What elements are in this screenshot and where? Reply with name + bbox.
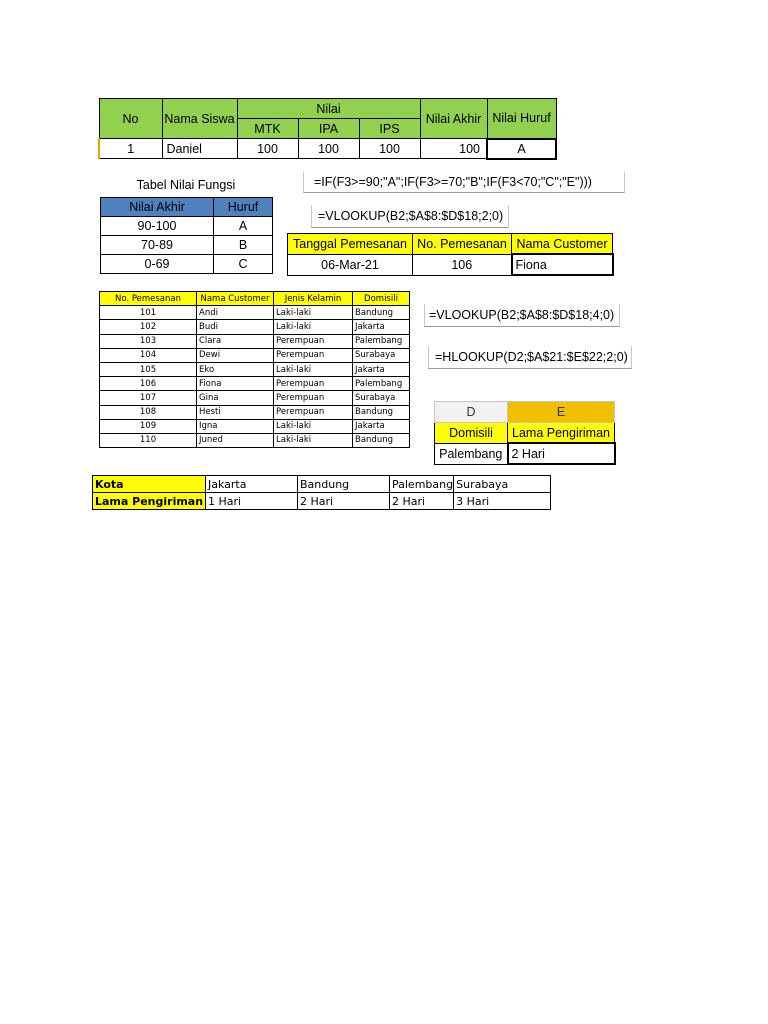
cell-jenis-kelamin[interactable]: Laki-laki [274, 419, 353, 433]
cell-no-pemesanan[interactable]: 106 [413, 254, 512, 275]
table-row [93, 476, 551, 493]
cell-domisili[interactable]: Bandung [353, 306, 410, 320]
cell-jenis-kelamin[interactable]: Perempuan [274, 405, 353, 419]
table-row [101, 255, 273, 274]
cell-jenis-kelamin[interactable]: Laki-laki [274, 433, 353, 447]
hlookup-formula: =HLOOKUP(D2;$A$21:$E$22;2;0) [428, 346, 632, 369]
table-row [100, 419, 410, 433]
header-domisili: Domisili [435, 423, 508, 444]
cell-kota[interactable]: Surabaya [454, 476, 551, 493]
grade-cell[interactable]: A [214, 217, 273, 236]
cell-kota[interactable]: Palembang [390, 476, 454, 493]
cell-nama[interactable]: Hesti [197, 405, 274, 419]
cell-no[interactable]: 101 [100, 306, 197, 320]
cell-kota[interactable]: Bandung [298, 476, 390, 493]
tabel-nilai-fungsi [100, 197, 273, 274]
cell-nama[interactable]: Andi [197, 306, 274, 320]
cell-lama[interactable]: 2 Hari [298, 493, 390, 510]
cell-nilai-huruf[interactable]: A [487, 139, 556, 159]
table-row [99, 139, 556, 159]
header-lama-pengiriman: Lama Pengiriman [93, 493, 206, 510]
cell-kota[interactable]: Jakarta [206, 476, 298, 493]
header-nilai: Nilai [237, 99, 420, 119]
header-nama-customer: Nama Customer [512, 234, 613, 255]
cell-lama[interactable]: 3 Hari [454, 493, 551, 510]
header-jenis-kelamin: Jenis Kelamin [274, 292, 353, 306]
range-cell[interactable]: 70-89 [101, 236, 214, 255]
table-row [100, 320, 410, 334]
range-cell[interactable]: 90-100 [101, 217, 214, 236]
cell-jenis-kelamin[interactable]: Perempuan [274, 334, 353, 348]
header-ips: IPS [359, 119, 420, 139]
cell-nama[interactable]: Eko [197, 362, 274, 376]
cell-ipa[interactable]: 100 [298, 139, 359, 159]
cell-no[interactable]: 109 [100, 419, 197, 433]
cell-mtk[interactable]: 100 [237, 139, 298, 159]
header-nama-siswa: Nama Siswa [162, 99, 237, 139]
range-cell[interactable]: 0-69 [101, 255, 214, 274]
cell-no[interactable]: 106 [100, 377, 197, 391]
table-row [93, 493, 551, 510]
customer-table [99, 291, 410, 448]
cell-no[interactable]: 110 [100, 433, 197, 447]
cell-lama[interactable]: 2 Hari [390, 493, 454, 510]
cell-no[interactable]: 105 [100, 362, 197, 376]
cell-domisili[interactable]: Surabaya [353, 348, 410, 362]
table-row [100, 433, 410, 447]
cell-domisili[interactable]: Jakarta [353, 419, 410, 433]
table-row [100, 306, 410, 320]
if-formula: =IF(F3>=90;"A";IF(F3>=70;"B";IF(F3<70;"C";"E"))) [303, 172, 625, 193]
table-row [288, 254, 613, 275]
table-row [101, 217, 273, 236]
table-row [435, 443, 615, 464]
cell-no[interactable]: 107 [100, 391, 197, 405]
header-no: No [99, 99, 162, 139]
cell-nama-customer[interactable]: Fiona [512, 254, 613, 275]
cell-nama[interactable]: Igna [197, 419, 274, 433]
kota-table [92, 475, 551, 510]
header-mtk: MTK [237, 119, 298, 139]
header-nama-customer: Nama Customer [197, 292, 274, 306]
grade-cell[interactable]: C [214, 255, 273, 274]
table-row [101, 236, 273, 255]
cell-no[interactable]: 104 [100, 348, 197, 362]
cell-nama[interactable]: Dewi [197, 348, 274, 362]
cell-no[interactable]: 1 [99, 139, 162, 159]
cell-domisili[interactable]: Jakarta [353, 320, 410, 334]
header-tanggal-pemesanan: Tanggal Pemesanan [288, 234, 413, 255]
cell-domisili[interactable]: Bandung [353, 405, 410, 419]
tabel-nilai-fungsi-caption: Tabel Nilai Fungsi [136, 178, 236, 192]
header-lama-pengiriman: Lama Pengiriman [508, 423, 615, 444]
cell-domisili[interactable]: Palembang [435, 443, 508, 464]
cell-tanggal[interactable]: 06-Mar-21 [288, 254, 413, 275]
table-row [100, 405, 410, 419]
cell-domisili[interactable]: Palembang [353, 334, 410, 348]
cell-jenis-kelamin[interactable]: Perempuan [274, 377, 353, 391]
table-row [100, 334, 410, 348]
cell-jenis-kelamin[interactable]: Laki-laki [274, 320, 353, 334]
column-header-e[interactable]: E [508, 402, 615, 423]
cell-nama[interactable]: Fiona [197, 377, 274, 391]
header-no-pemesanan: No. Pemesanan [413, 234, 512, 255]
cell-nama[interactable]: Juned [197, 433, 274, 447]
table-row [100, 391, 410, 405]
header-nilai-akhir: Nilai Akhir [420, 99, 487, 139]
cell-nilai-akhir[interactable]: 100 [420, 139, 487, 159]
cell-nama[interactable]: Budi [197, 320, 274, 334]
header-no-pemesanan: No. Pemesanan [100, 292, 197, 306]
cell-nama[interactable]: Daniel [162, 139, 237, 159]
cell-domisili[interactable]: Bandung [353, 433, 410, 447]
cell-ips[interactable]: 100 [359, 139, 420, 159]
domisili-lookup-table [434, 401, 616, 465]
vlookup-formula-name: =VLOOKUP(B2;$A$8:$D$18;2;0) [311, 205, 509, 228]
grade-cell[interactable]: B [214, 236, 273, 255]
cell-jenis-kelamin[interactable]: Laki-laki [274, 306, 353, 320]
cell-nama[interactable]: Gina [197, 391, 274, 405]
header-nilai-akhir: Nilai Akhir [101, 198, 214, 217]
header-huruf: Huruf [214, 198, 273, 217]
cell-no[interactable]: 102 [100, 320, 197, 334]
pemesanan-table [287, 233, 614, 276]
column-header-d[interactable]: D [435, 402, 508, 423]
header-nilai-huruf: Nilai Huruf [487, 99, 556, 139]
table-row [100, 377, 410, 391]
cell-jenis-kelamin[interactable]: Perempuan [274, 348, 353, 362]
cell-lama-pengiriman[interactable]: 2 Hari [508, 443, 615, 464]
cell-domisili[interactable]: Jakarta [353, 362, 410, 376]
header-domisili: Domisili [353, 292, 410, 306]
nilai-table [98, 98, 557, 160]
cell-jenis-kelamin[interactable]: Perempuan [274, 391, 353, 405]
table-row [100, 362, 410, 376]
cell-domisili[interactable]: Palembang [353, 377, 410, 391]
table-row [100, 348, 410, 362]
vlookup-formula-domisili: =VLOOKUP(B2;$A$8:$D$18;4;0) [424, 304, 620, 327]
cell-no[interactable]: 108 [100, 405, 197, 419]
cell-nama[interactable]: Clara [197, 334, 274, 348]
cell-no[interactable]: 103 [100, 334, 197, 348]
header-kota: Kota [93, 476, 206, 493]
cell-lama[interactable]: 1 Hari [206, 493, 298, 510]
cell-domisili[interactable]: Surabaya [353, 391, 410, 405]
header-ipa: IPA [298, 119, 359, 139]
cell-jenis-kelamin[interactable]: Laki-laki [274, 362, 353, 376]
